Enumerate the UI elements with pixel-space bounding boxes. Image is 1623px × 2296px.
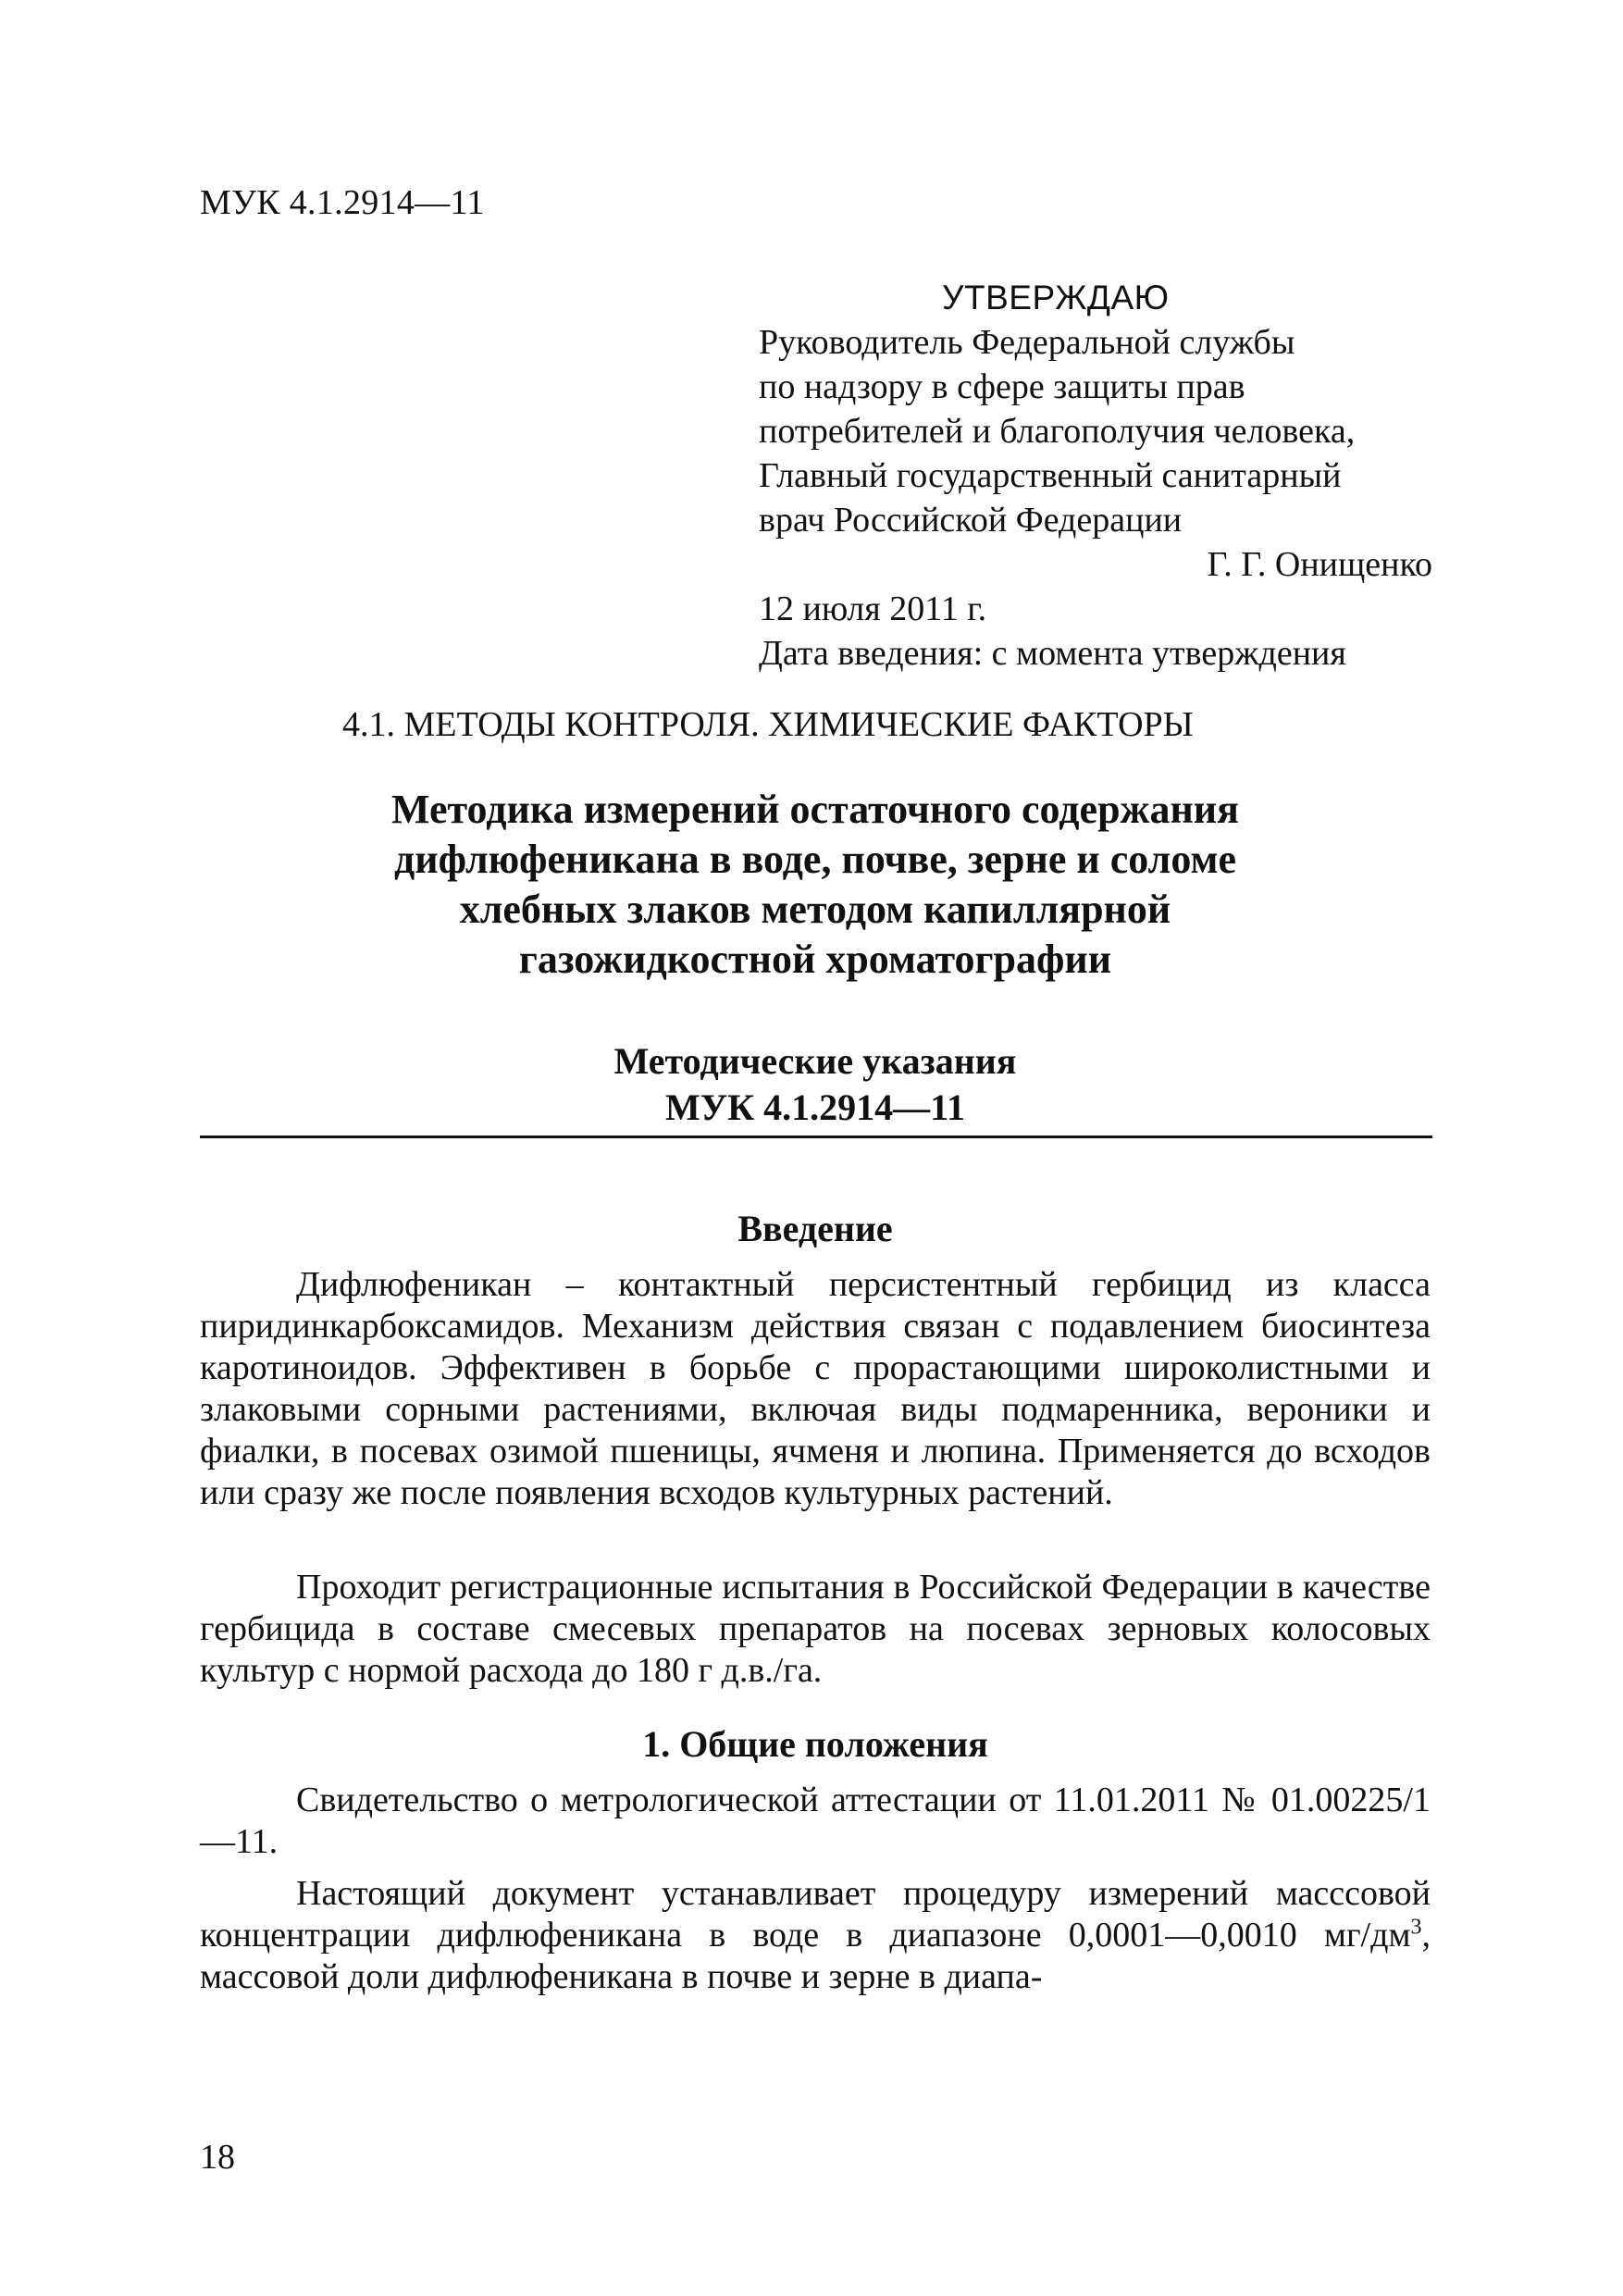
approval-line: Руководитель Федеральной службы	[759, 323, 1295, 362]
document-title-line: Методика измерений остаточного содержания	[391, 787, 1239, 832]
introduction-paragraph: Проходит регистрационные испытания в Российской Федерации в качестве гербицида в составе смесевых препаратов на посевах зерновых колосовых культур с нормой расхода до 180 г д.в./га.	[200, 1568, 1431, 1690]
document-title-line: дифлюфеникана в воде, почве, зерне и соломе	[394, 837, 1236, 882]
approval-line: Главный государственный санитарный	[759, 456, 1342, 495]
approval-line: по надзору в сфере защиты прав	[759, 367, 1245, 406]
unit-superscript: 3	[1410, 1915, 1422, 1940]
approval-effective-date: Дата введения: с момента утверждения	[759, 634, 1346, 673]
document-title-line: хлебных злаков методом капиллярной	[459, 887, 1171, 932]
general-provisions-paragraph	[200, 1873, 1431, 1998]
page-number: 18	[200, 2138, 235, 2177]
paragraph-text: Настоящий документ устанавливает процедуру измерений масссовой концентрации дифлюфеникана в воде в диапазоне 0,0001—0,0010 мг/дм	[200, 1874, 1431, 1955]
document-code-header: МУК 4.1.2914—11	[200, 183, 485, 222]
document-subtitle	[200, 1038, 1431, 1131]
introduction-heading: Введение	[737, 1208, 893, 1249]
document-subtitle-line: Методические указания	[613, 1040, 1017, 1082]
paragraph-text: , массовой доли дифлюфеникана в почве и зерне в диапа-	[200, 1916, 1431, 1996]
general-provisions-heading: 1. Общие положения	[642, 1723, 988, 1765]
approval-block	[759, 276, 1434, 676]
approval-date: 12 июля 2011 г.	[759, 590, 987, 628]
approval-title: УТВЕРЖДАЮ	[942, 279, 1170, 316]
approval-line: врач Российской Федерации	[759, 501, 1183, 540]
document-subtitle-code: МУК 4.1.2914—11	[665, 1086, 965, 1128]
introduction-paragraph: Дифлюфеникан – контактный персистентный гербицид из класса пиридинкарбоксамидов. Механизм действия связан с подавлением биосинтеза каротиноидов. Эффективен в борьбе с прорастающими широколистными и злаковыми сорными растениями, включая виды подмаренника, вероники и фиалки, в посевах озимой пшеницы, ячменя и люпина. Применяется до всходов или сразу же после появления всходов культурных растений.	[200, 1265, 1431, 1512]
approval-line: потребителей и благополучия человека,	[759, 412, 1356, 451]
section-heading: 4.1. МЕТОДЫ КОНТРОЛЯ. ХИМИЧЕСКИЕ ФАКТОРЫ	[342, 705, 1194, 744]
general-provisions-paragraph: Свидетельство о метрологической аттестации от 11.01.2011 № 01.00225/1—11.	[200, 1781, 1431, 1861]
title-divider	[200, 1136, 1432, 1138]
approval-signer: Г. Г. Онищенко	[1207, 545, 1432, 584]
document-title-line: газожидкостной хроматографии	[518, 937, 1112, 982]
document-title	[200, 785, 1431, 985]
